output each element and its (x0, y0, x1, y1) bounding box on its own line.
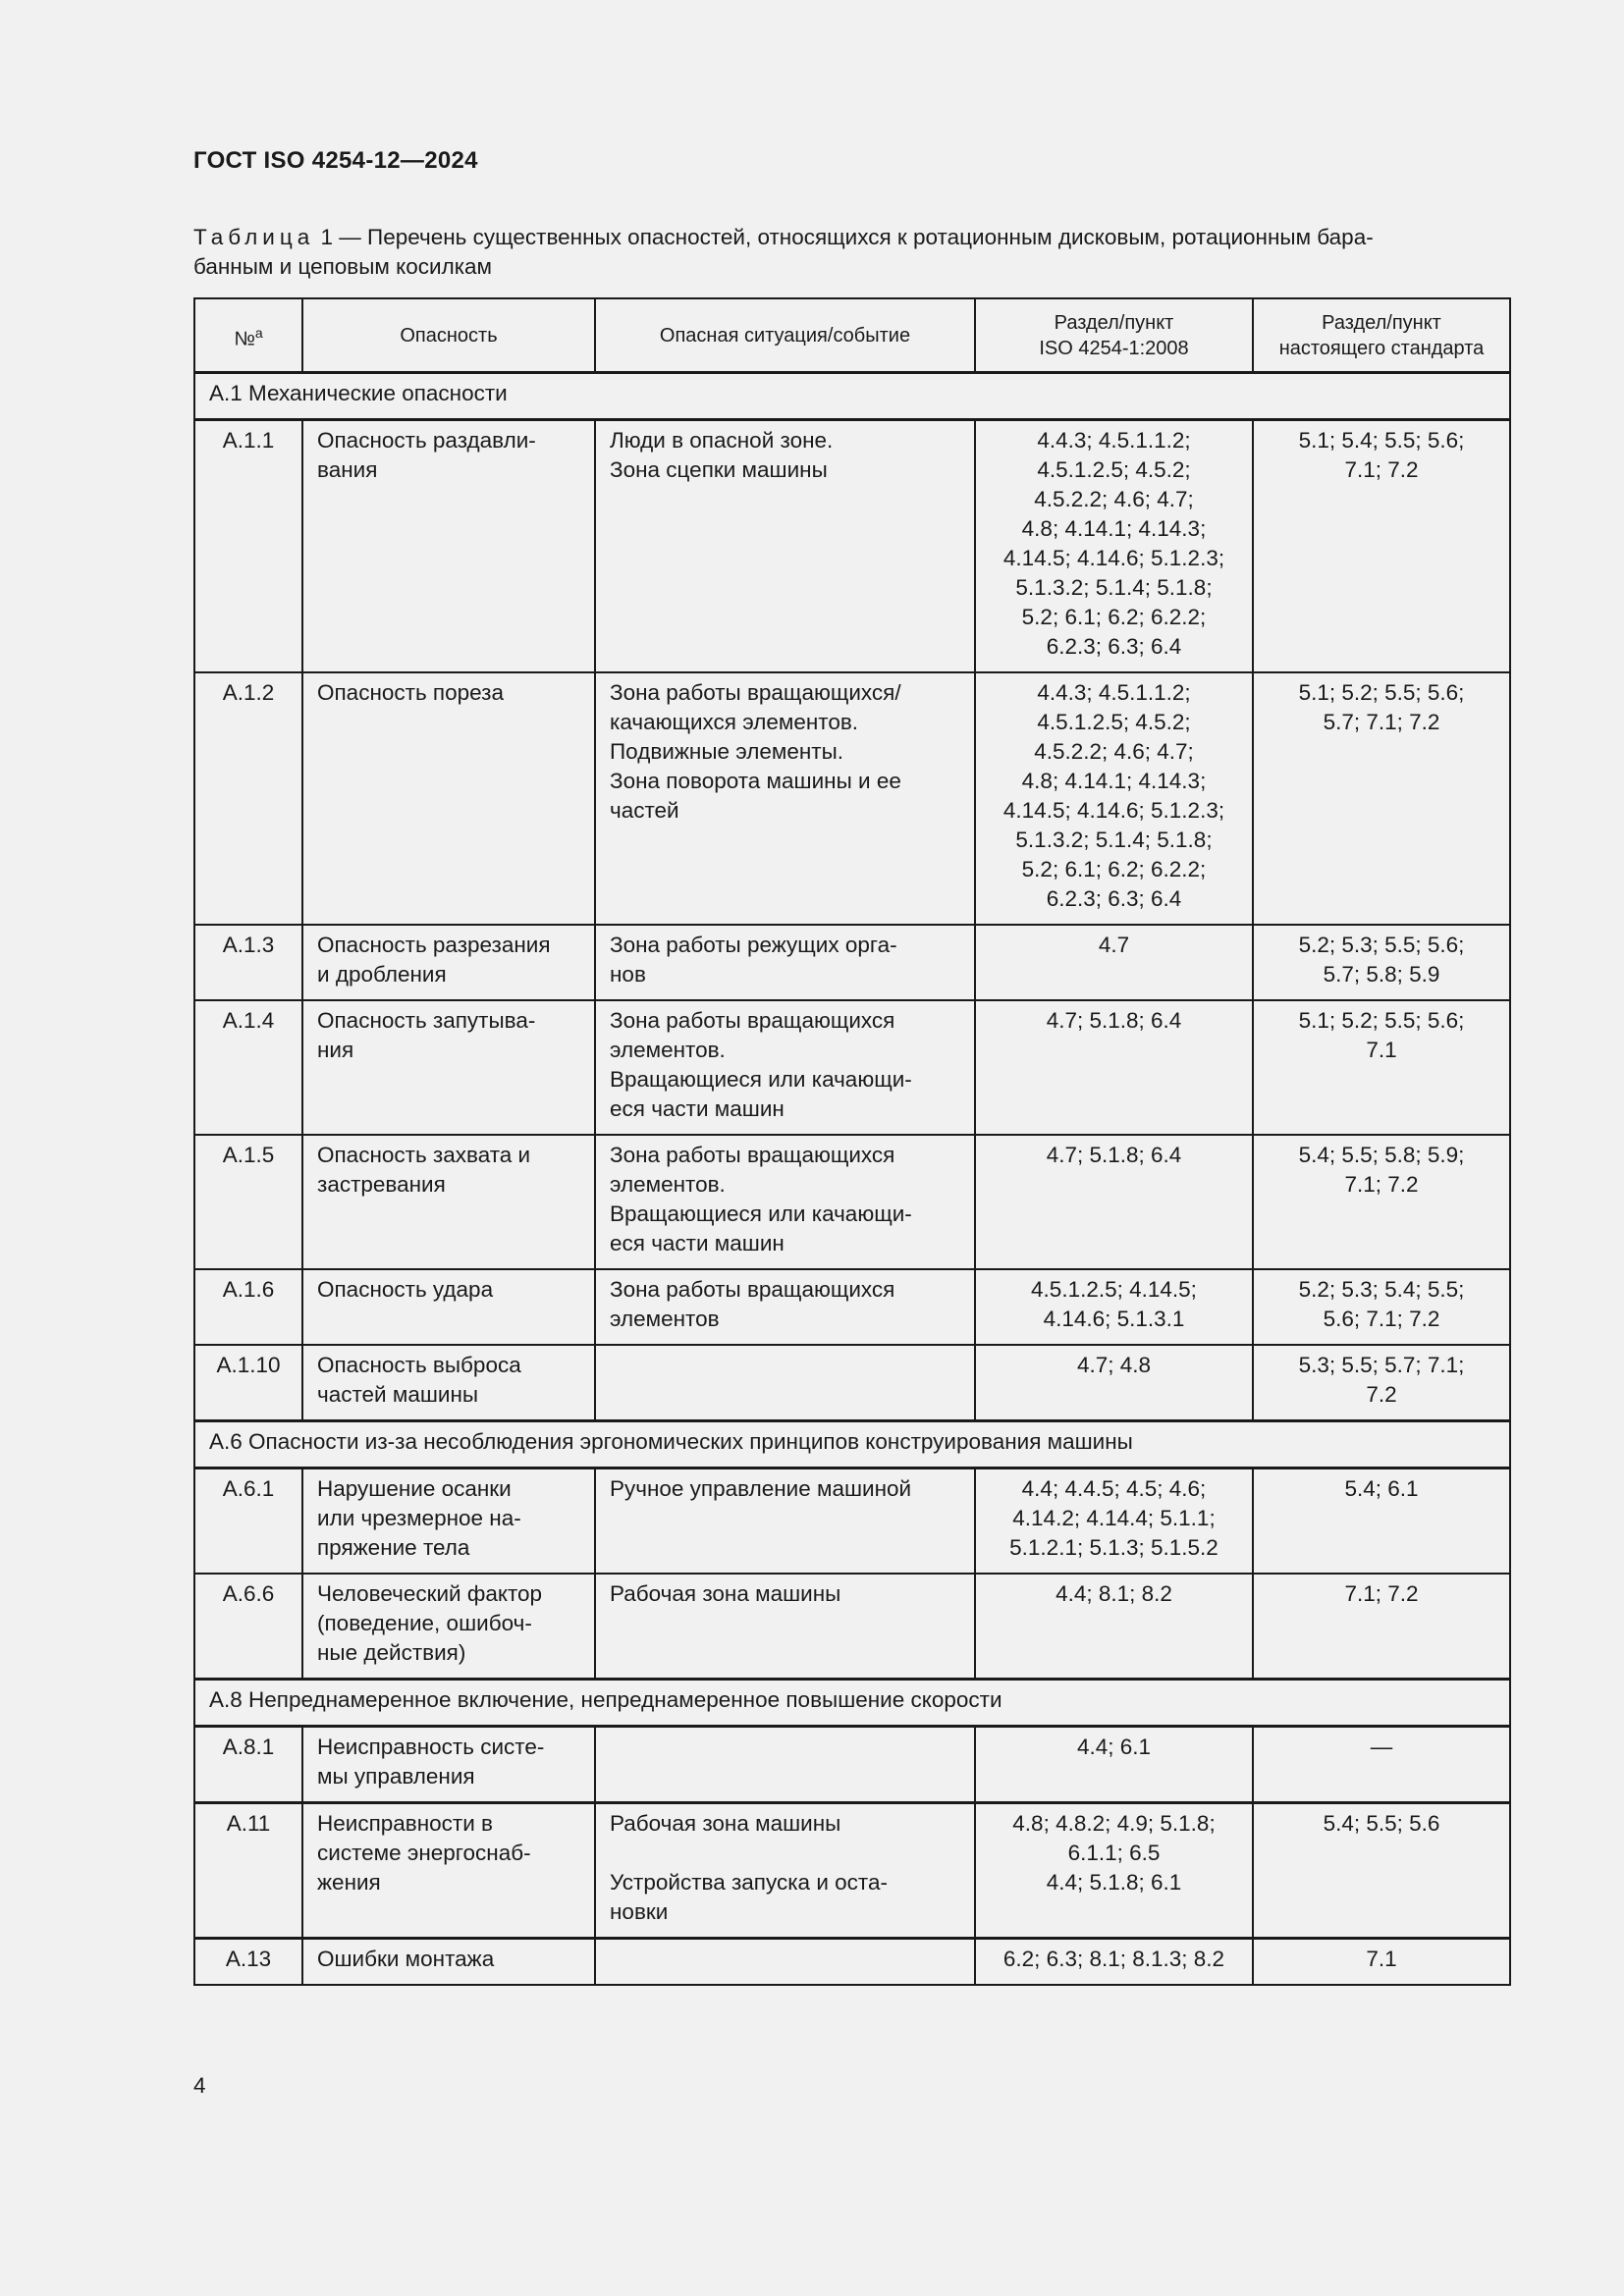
section-title: А.6 Опасности из-за несоблюдения эргономических принципов конструирования машины (194, 1421, 1510, 1468)
hazard-line: Опасность удара (317, 1277, 494, 1302)
std-ref-line: 7.1 (1366, 1038, 1397, 1062)
hazard-line: Нарушение осанки (317, 1476, 512, 1501)
header-no-main: № (234, 328, 255, 350)
cell-situation (595, 1135, 975, 1269)
table-caption-text-cont: банным и цеповым косилкам (193, 254, 493, 279)
cell-situation (595, 1345, 975, 1421)
cell-iso-ref (975, 1574, 1253, 1680)
document-header: ГОСТ ISO 4254-12—2024 (193, 147, 478, 174)
situation-line: Зона сцепки машины (610, 457, 828, 482)
std-ref-line: 5.6; 7.1; 7.2 (1323, 1307, 1440, 1331)
cell-situation (595, 1939, 975, 1986)
iso-ref-line: 4.14.2; 4.14.4; 5.1.1; (1012, 1506, 1216, 1530)
section-header-row (194, 1680, 1510, 1727)
std-ref-line: 5.2; 5.3; 5.5; 5.6; (1298, 933, 1465, 957)
situation-line: Зона поворота машины и ее (610, 769, 901, 793)
situation-line: нов (610, 962, 646, 987)
std-ref-line: 5.3; 5.5; 5.7; 7.1; (1298, 1353, 1465, 1377)
cell-iso-ref (975, 1939, 1253, 1986)
cell-std-ref (1253, 1574, 1510, 1680)
table-row (194, 925, 1510, 1000)
situation-line: Устройства запуска и оста- (610, 1870, 888, 1895)
table-row (194, 1727, 1510, 1803)
cell-std-ref (1253, 1345, 1510, 1421)
iso-ref-line: 4.4.3; 4.5.1.1.2; (1037, 428, 1191, 453)
std-ref-line: 5.4; 6.1 (1344, 1476, 1419, 1501)
hazard-line: застревания (317, 1172, 446, 1197)
table-row (194, 420, 1510, 673)
iso-ref-line: 4.4; 5.1.8; 6.1 (1046, 1870, 1182, 1895)
situation-line: частей (610, 798, 679, 823)
iso-ref-line: 6.2; 6.3; 8.1; 8.1.3; 8.2 (1002, 1947, 1225, 1971)
cell-std-ref (1253, 1939, 1510, 1986)
cell-std-ref (1253, 925, 1510, 1000)
iso-ref-line: 4.5.1.2.5; 4.5.2; (1037, 457, 1191, 482)
cell-situation (595, 1269, 975, 1345)
section-title: А.8 Непреднамеренное включение, непреднамеренное повышение скорости (194, 1680, 1510, 1727)
cell-hazard (302, 1000, 595, 1135)
situation-line: новки (610, 1899, 669, 1924)
iso-ref-line: 4.5.1.2.5; 4.5.2; (1037, 710, 1191, 734)
table-row (194, 1000, 1510, 1135)
table-row (194, 1269, 1510, 1345)
table-caption-label: Таблица (193, 225, 315, 249)
cell-situation (595, 1574, 975, 1680)
cell-situation (595, 1803, 975, 1939)
iso-ref-line: 4.7; 5.1.8; 6.4 (1046, 1008, 1182, 1033)
page-number: 4 (193, 2073, 206, 2098)
section-title: А.1 Механические опасности (194, 373, 1510, 420)
std-ref-line: 7.2 (1366, 1382, 1397, 1407)
table-body (194, 373, 1510, 1986)
situation-line: Зона работы вращающихся/ (610, 680, 901, 705)
cell-hazard (302, 925, 595, 1000)
cell-hazard (302, 672, 595, 925)
cell-no: А.1.5 (194, 1135, 302, 1269)
iso-ref-line: 4.4; 8.1; 8.2 (1056, 1581, 1172, 1606)
cell-iso-ref (975, 420, 1253, 673)
cell-no: А.1.2 (194, 672, 302, 925)
header-hazard: Опасность (302, 298, 595, 373)
hazard-line: Опасность раздавли- (317, 428, 536, 453)
hazard-line: Человеческий фактор (317, 1581, 543, 1606)
std-ref-line: 5.1; 5.2; 5.5; 5.6; (1298, 680, 1465, 705)
cell-situation (595, 1000, 975, 1135)
situation-line: Рабочая зона машины (610, 1581, 841, 1606)
situation-line: Вращающиеся или качающи- (610, 1067, 912, 1092)
cell-hazard (302, 1727, 595, 1803)
iso-ref-line: 4.5.2.2; 4.6; 4.7; (1034, 739, 1194, 764)
iso-ref-line: 4.7; 5.1.8; 6.4 (1046, 1143, 1182, 1167)
cell-situation (595, 420, 975, 673)
iso-ref-line: 4.5.1.2.5; 4.14.5; (1031, 1277, 1197, 1302)
std-ref-line: 7.1; 7.2 (1344, 1172, 1419, 1197)
hazard-line: мы управления (317, 1764, 475, 1789)
std-ref-line: 5.1; 5.4; 5.5; 5.6; (1298, 428, 1465, 453)
situation-line: Зона работы вращающихся (610, 1008, 895, 1033)
cell-hazard (302, 1939, 595, 1986)
std-ref-line: 5.4; 5.5; 5.8; 5.9; (1298, 1143, 1465, 1167)
situation-line: элементов. (610, 1172, 726, 1197)
situation-line: элементов. (610, 1038, 726, 1062)
cell-no: А.1.10 (194, 1345, 302, 1421)
header-std-ref-line1: Раздел/пункт (1322, 312, 1441, 334)
hazard-line: и дробления (317, 962, 447, 987)
hazard-line: Ошибки монтажа (317, 1947, 495, 1971)
hazard-line: ния (317, 1038, 354, 1062)
iso-ref-line: 4.14.6; 5.1.3.1 (1043, 1307, 1185, 1331)
table-row (194, 1939, 1510, 1986)
cell-iso-ref (975, 925, 1253, 1000)
situation-line: Зона работы режущих орга- (610, 933, 897, 957)
hazard-line: или чрезмерное на- (317, 1506, 521, 1530)
hazard-line: вания (317, 457, 378, 482)
cell-std-ref (1253, 1000, 1510, 1135)
cell-situation (595, 672, 975, 925)
iso-ref-line: 4.8; 4.14.1; 4.14.3; (1021, 516, 1207, 541)
cell-std-ref (1253, 1468, 1510, 1575)
situation-line: Подвижные элементы. (610, 739, 844, 764)
header-iso-ref (975, 298, 1253, 373)
cell-iso-ref (975, 672, 1253, 925)
table-row (194, 1135, 1510, 1269)
situation-line: качающихся элементов. (610, 710, 859, 734)
table-row (194, 672, 1510, 925)
cell-no: А.6.6 (194, 1574, 302, 1680)
iso-ref-line: 4.7; 4.8 (1076, 1353, 1152, 1377)
cell-no: А.6.1 (194, 1468, 302, 1575)
cell-hazard (302, 1468, 595, 1575)
cell-no: А.1.6 (194, 1269, 302, 1345)
hazard-line: (поведение, ошибоч- (317, 1611, 532, 1635)
std-ref-line: 7.1 (1366, 1947, 1397, 1971)
cell-hazard (302, 1345, 595, 1421)
iso-ref-line: 6.2.3; 6.3; 6.4 (1046, 886, 1182, 911)
iso-ref-line: 4.8; 4.14.1; 4.14.3; (1021, 769, 1207, 793)
cell-situation (595, 1727, 975, 1803)
std-ref-line: 5.2; 5.3; 5.4; 5.5; (1298, 1277, 1465, 1302)
iso-ref-line: 5.1.3.2; 5.1.4; 5.1.8; (1015, 828, 1213, 852)
cell-no: А.13 (194, 1939, 302, 1986)
header-std-ref-line2: настоящего стандарта (1278, 338, 1485, 359)
iso-ref-line: 4.4; 6.1 (1076, 1735, 1152, 1759)
iso-ref-line: 4.8; 4.8.2; 4.9; 5.1.8; (1012, 1811, 1216, 1836)
hazard-line: Опасность пореза (317, 680, 504, 705)
situation-line: Зона работы вращающихся (610, 1143, 895, 1167)
iso-ref-line: 4.4; 4.4.5; 4.5; 4.6; (1021, 1476, 1207, 1501)
cell-situation (595, 1468, 975, 1575)
hazard-line: системе энергоснаб- (317, 1841, 531, 1865)
header-iso-ref-line2: ISO 4254-1:2008 (1039, 338, 1189, 359)
situation-line: еся части машин (610, 1096, 785, 1121)
situation-line: элементов (610, 1307, 720, 1331)
cell-iso-ref (975, 1345, 1253, 1421)
hazard-line: Неисправности в (317, 1811, 494, 1836)
situation-line (610, 1839, 960, 1868)
situation-line: Вращающиеся или качающи- (610, 1201, 912, 1226)
table-row (194, 1803, 1510, 1939)
std-ref-line: 7.1; 7.2 (1344, 1581, 1419, 1606)
section-header-row (194, 373, 1510, 420)
hazard-line: пряжение тела (317, 1535, 470, 1560)
cell-iso-ref (975, 1000, 1253, 1135)
header-situation: Опасная ситуация/событие (595, 298, 975, 373)
cell-std-ref (1253, 1135, 1510, 1269)
cell-no: А.1.1 (194, 420, 302, 673)
iso-ref-line: 4.7 (1098, 933, 1130, 957)
iso-ref-line: 4.14.5; 4.14.6; 5.1.2.3; (1002, 798, 1225, 823)
cell-std-ref (1253, 420, 1510, 673)
cell-iso-ref (975, 1468, 1253, 1575)
iso-ref-line: 5.1.2.1; 5.1.3; 5.1.5.2 (1009, 1535, 1218, 1560)
cell-iso-ref (975, 1803, 1253, 1939)
situation-line: Ручное управление машиной (610, 1476, 912, 1501)
situation-line: еся части машин (610, 1231, 785, 1255)
std-ref-line: — (1370, 1735, 1393, 1759)
cell-iso-ref (975, 1135, 1253, 1269)
std-ref-line: 5.7; 5.8; 5.9 (1323, 962, 1440, 987)
header-std-ref (1253, 298, 1510, 373)
iso-ref-line: 4.14.5; 4.14.6; 5.1.2.3; (1002, 546, 1225, 570)
hazard-line: жения (317, 1870, 381, 1895)
cell-iso-ref (975, 1269, 1253, 1345)
cell-hazard (302, 1574, 595, 1680)
hazard-line: Опасность захвата и (317, 1143, 531, 1167)
hazard-line: Опасность разрезания (317, 933, 551, 957)
situation-line: Зона работы вращающихся (610, 1277, 895, 1302)
hazard-line: Неисправность систе- (317, 1735, 545, 1759)
situation-line: Люди в опасной зоне. (610, 428, 834, 453)
iso-ref-line: 4.4.3; 4.5.1.1.2; (1037, 680, 1191, 705)
header-no-footnote: а (254, 324, 263, 341)
cell-std-ref (1253, 672, 1510, 925)
hazards-table (193, 297, 1511, 1986)
cell-std-ref (1253, 1269, 1510, 1345)
std-ref-line: 7.1; 7.2 (1344, 457, 1419, 482)
table-row (194, 1574, 1510, 1680)
table-caption (193, 223, 1509, 282)
cell-hazard (302, 420, 595, 673)
table-row (194, 1345, 1510, 1421)
cell-std-ref (1253, 1803, 1510, 1939)
cell-situation (595, 925, 975, 1000)
hazard-line: Опасность выброса (317, 1353, 521, 1377)
cell-hazard (302, 1269, 595, 1345)
iso-ref-line: 4.5.2.2; 4.6; 4.7; (1034, 487, 1194, 511)
table-row (194, 1468, 1510, 1575)
hazard-line: частей машины (317, 1382, 479, 1407)
cell-iso-ref (975, 1727, 1253, 1803)
std-ref-line: 5.7; 7.1; 7.2 (1323, 710, 1440, 734)
iso-ref-line: 5.2; 6.1; 6.2; 6.2.2; (1021, 857, 1207, 881)
header-iso-ref-line1: Раздел/пункт (1054, 312, 1174, 334)
iso-ref-line: 5.1.3.2; 5.1.4; 5.1.8; (1015, 575, 1213, 600)
hazard-line: Опасность запутыва- (317, 1008, 536, 1033)
header-no (194, 298, 302, 373)
table-header-row (194, 298, 1510, 373)
cell-no: А.1.4 (194, 1000, 302, 1135)
cell-hazard (302, 1135, 595, 1269)
iso-ref-line: 6.1.1; 6.5 (1067, 1841, 1161, 1865)
cell-no: А.8.1 (194, 1727, 302, 1803)
cell-no: А.11 (194, 1803, 302, 1939)
table-caption-text: 1 — Перечень существенных опасностей, относящихся к ротационным дисковым, ротационным бара- (320, 225, 1374, 249)
std-ref-line: 5.4; 5.5; 5.6 (1323, 1811, 1440, 1836)
cell-std-ref (1253, 1727, 1510, 1803)
iso-ref-line: 5.2; 6.1; 6.2; 6.2.2; (1021, 605, 1207, 629)
hazard-line: ные действия) (317, 1640, 466, 1665)
cell-hazard (302, 1803, 595, 1939)
cell-no: А.1.3 (194, 925, 302, 1000)
std-ref-line: 5.1; 5.2; 5.5; 5.6; (1298, 1008, 1465, 1033)
iso-ref-line: 6.2.3; 6.3; 6.4 (1046, 634, 1182, 659)
situation-line: Рабочая зона машины (610, 1811, 841, 1836)
section-header-row (194, 1421, 1510, 1468)
